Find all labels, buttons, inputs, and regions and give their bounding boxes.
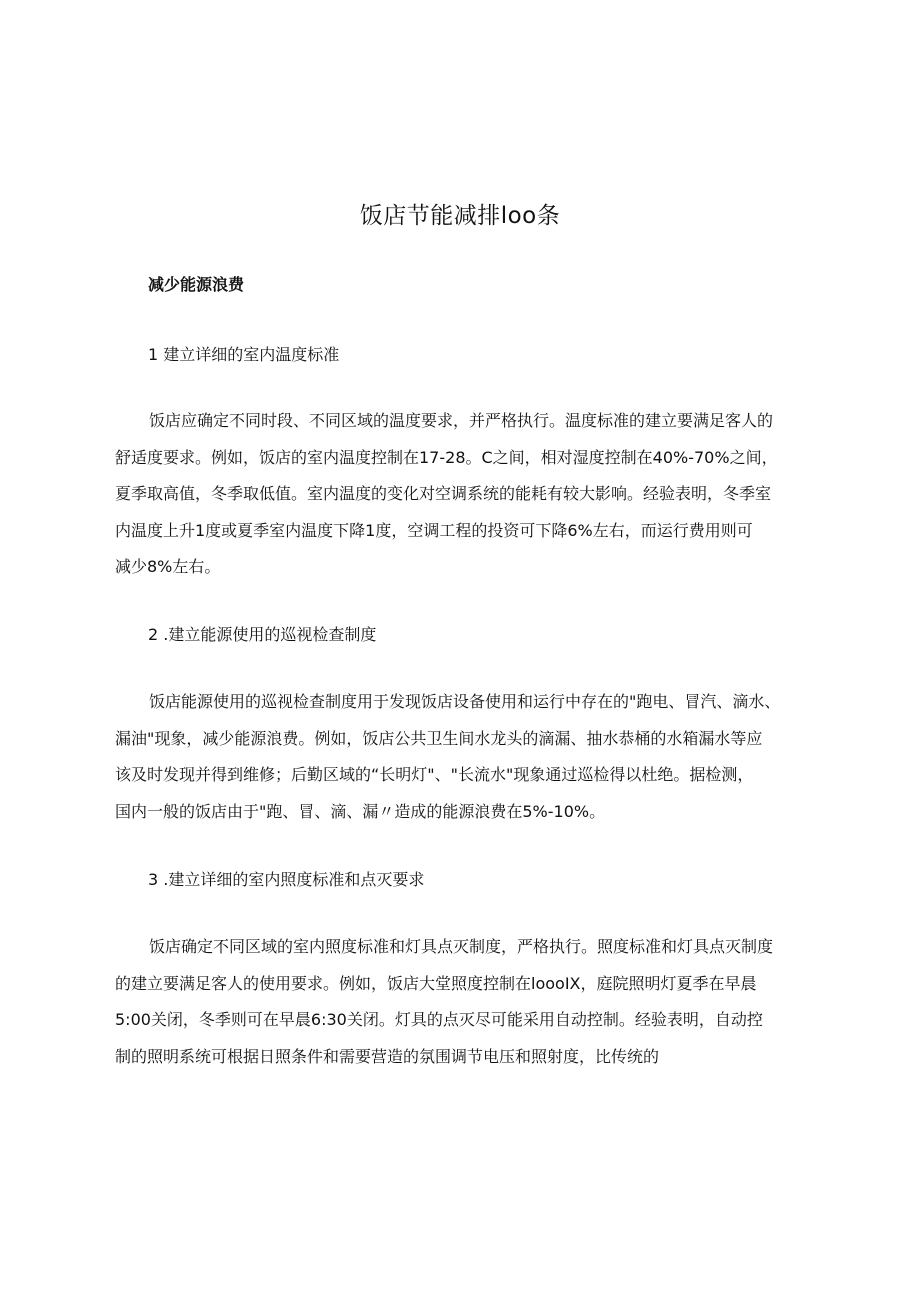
paragraph-line: 该及时发现并得到维修；后勤区域的“长明灯"、"长流水"现象通过巡检得以杜绝。据检测， — [115, 765, 754, 784]
paragraph-line: 夏季取高值，冬季取低值。室内温度的变化对空调系统的能耗有较大影响。经验表明，冬季室 — [115, 484, 772, 503]
item-heading-3: 3 .建立详细的室内照度标准和点灭要求 — [148, 870, 425, 889]
paragraph-line: 国内一般的饭店由于"跑、冒、滴、漏〃造成的能源浪费在5%-10%。 — [115, 801, 606, 821]
paragraph-line: 减少8%左右。 — [115, 557, 221, 576]
paragraph-line: 饭店确定不同区域的室内照度标准和灯具点灭制度，严格执行。照度标准和灯具点灭制度 — [149, 937, 774, 956]
paragraph-line: 饭店能源使用的巡视检查制度用于发现饭店设备使用和运行中存在的"跑电、冒汽、滴水、 — [149, 692, 781, 711]
item-paragraph-1 — [115, 403, 815, 586]
section-heading: 减少能源浪费 — [148, 275, 245, 294]
paragraph-line: 漏油"现象，减少能源浪费。例如，饭店公共卫生间水龙头的滴漏、抽水恭桶的水箱漏水等应 — [115, 728, 763, 748]
document-title: 饭店节能减排loo条 — [359, 203, 561, 229]
paragraph-line: 饭店应确定不同时段、不同区域的温度要求，并严格执行。温度标准的建立要满足客人的 — [149, 411, 774, 430]
item-paragraph-2 — [115, 684, 815, 830]
paragraph-line: 内温度上升1度或夏季室内温度下降1度，空调工程的投资可下降6%左右，而运行费用则可 — [115, 520, 753, 540]
paragraph-line: 舒适度要求。例如，饭店的室内温度控制在17-28。C之间，相对湿度控制在40%-70%之间， — [115, 447, 778, 467]
paragraph-line: 的建立要满足客人的使用要求。例如，饭店大堂照度控制在loooIX，庭院照明灯夏季在早晨 — [115, 973, 757, 993]
item-paragraph-3 — [115, 929, 815, 1075]
paragraph-line: 5:00关闭，冬季则可在早晨6:30关闭。灯具的点灭尽可能采用自动控制。经验表明，自动控 — [115, 1010, 763, 1029]
paragraph-line: 制的照明系统可根据日照条件和需要营造的氛围调节电压和照射度，比传统的 — [115, 1046, 660, 1066]
item-heading-1: 1 建立详细的室内温度标准 — [148, 345, 340, 364]
item-heading-2: 2 .建立能源使用的巡视检查制度 — [148, 625, 377, 644]
